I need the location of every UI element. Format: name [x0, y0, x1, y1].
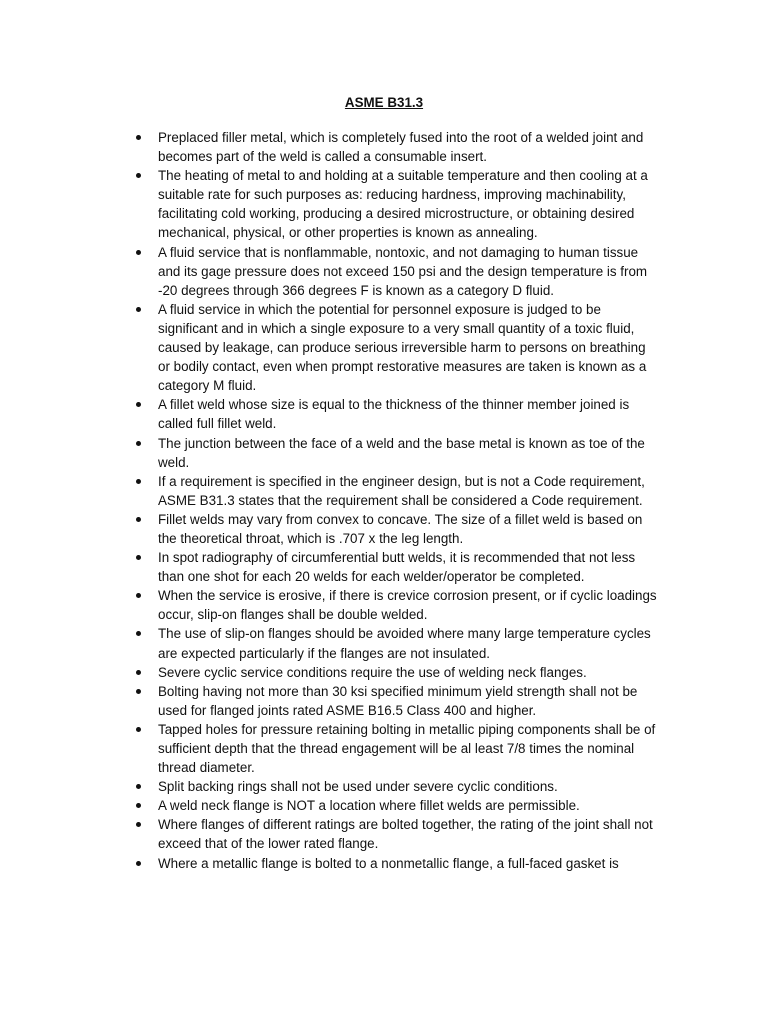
bullet-dot-icon: [136, 517, 141, 522]
list-item: [158, 815, 658, 853]
list-item-text: In spot radiography of circumferential butt welds, it is recommended that not less than one shot for each 20 welds for each welder/operator be completed.: [158, 550, 636, 585]
bullet-dot-icon: [136, 670, 141, 675]
list-item-text: Preplaced filler metal, which is completely fused into the root of a welded joint and becomes part of the weld is called a consumable insert.: [158, 130, 644, 165]
list-item: [158, 472, 658, 510]
bullet-dot-icon: [136, 593, 141, 598]
list-item: [158, 395, 658, 433]
bullet-dot-icon: [136, 402, 141, 407]
list-item-text: Split backing rings shall not be used under severe cyclic conditions.: [158, 779, 558, 795]
list-item-text: Severe cyclic service conditions require the use of welding neck flanges.: [158, 664, 587, 680]
bullet-dot-icon: [136, 307, 141, 312]
list-item-text: The junction between the face of a weld and the base metal is known as toe of the weld.: [158, 435, 645, 470]
list-item: [158, 854, 658, 873]
list-item: [158, 663, 658, 682]
list-item-text: Fillet welds may vary from convex to concave. The size of a fillet weld is based on the theoretical throat, which is .707 x the leg length.: [158, 511, 643, 546]
list-item: [158, 300, 658, 395]
list-item: [158, 796, 658, 815]
list-item-text: If a requirement is specified in the engineer design, but is not a Code requirement, ASME B31.3 states that the requirement shall be considered a Code requirement.: [158, 473, 645, 508]
list-item-text: Where a metallic flange is bolted to a nonmetallic flange, a full-faced gasket is: [158, 855, 619, 871]
list-item: [158, 548, 658, 586]
list-item: [158, 720, 658, 777]
list-item: [158, 243, 658, 300]
bullet-dot-icon: [136, 250, 141, 255]
list-item-text: Tapped holes for pressure retaining bolting in metallic piping components shall be of sufficient depth that the thread engagement will be al least 7/8 times the nominal thread diameter.: [158, 721, 656, 776]
bullet-list: [158, 128, 658, 873]
list-item-text: Where flanges of different ratings are bolted together, the rating of the joint shall not exceed that of the lower rated flange.: [158, 817, 653, 852]
bullet-dot-icon: [136, 727, 141, 732]
list-item-text: The heating of metal to and holding at a suitable temperature and then cooling at a suitable rate for such purposes as: reducing hardness, improving machinability, facilitating cold working, producing a desired microstructure, or obtaining desired mechanical, physical, or other properties is known as annealing.: [158, 168, 648, 241]
list-item: [158, 586, 658, 624]
list-item-text: A fluid service that is nonflammable, nontoxic, and not damaging to human tissue and its gage pressure does not exceed 150 psi and the design temperature is from -20 degrees through 366 degrees F is known as a category D fluid.: [158, 244, 648, 298]
list-item-text: A fluid service in which the potential for personnel exposure is judged to be significant and in which a single exposure to a very small quantity of a toxic fluid, caused by leakage, can produce serious irreversible harm to persons on breathing or bodily contact, even when prompt restorative measures are taken is known as a category M fluid.: [158, 301, 647, 394]
bullet-dot-icon: [136, 555, 141, 560]
bullet-dot-icon: [136, 631, 141, 636]
list-item-text: A weld neck flange is NOT a location where fillet welds are permissible.: [158, 798, 580, 814]
bullet-dot-icon: [136, 479, 141, 484]
list-item: [158, 434, 658, 472]
list-item-text: A fillet weld whose size is equal to the thickness of the thinner member joined is called full fillet weld.: [158, 397, 630, 432]
list-item: [158, 128, 658, 166]
bullet-dot-icon: [136, 861, 141, 866]
bullet-dot-icon: [136, 135, 141, 140]
bullet-dot-icon: [136, 173, 141, 178]
bullet-dot-icon: [136, 441, 141, 446]
list-item: [158, 166, 658, 242]
document-title: ASME B31.3: [344, 95, 424, 110]
bullet-dot-icon: [136, 803, 141, 808]
list-item-text: When the service is erosive, if there is crevice corrosion present, or if cyclic loadings occur, slip-on flanges shall be double welded.: [158, 588, 657, 623]
list-item: [158, 682, 658, 720]
list-item: [158, 777, 658, 796]
bullet-dot-icon: [136, 689, 141, 694]
list-item: [158, 624, 658, 662]
list-item: [158, 510, 658, 548]
bullet-dot-icon: [136, 822, 141, 827]
list-item-text: The use of slip-on flanges should be avoided where many large temperature cycles are expected particularly if the flanges are not insulated.: [158, 626, 651, 661]
bullet-dot-icon: [136, 784, 141, 789]
list-item-text: Bolting having not more than 30 ksi specified minimum yield strength shall not be used for flanged joints rated ASME B16.5 Class 400 and higher.: [158, 683, 638, 718]
